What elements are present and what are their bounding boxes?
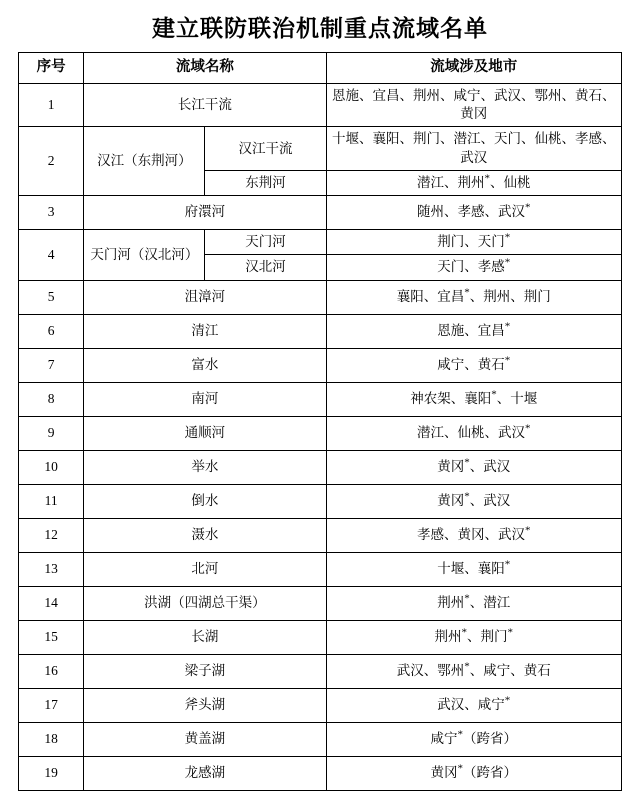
row-basin-name: 洪湖（四湖总干渠） [84,586,326,620]
table-row [19,348,622,382]
row-index: 9 [19,416,84,450]
table-row [19,484,622,518]
row-basin-sub-name: 天门河 [205,230,326,255]
table-row [19,756,622,790]
row-cities: 神农架、襄阳*、十堰 [326,382,621,416]
row-basin-sub-name: 汉江干流 [205,127,326,170]
row-cities: 荆门、天门* [326,230,621,255]
row-cities: 咸宁*（跨省） [326,722,621,756]
footnote-star: * [504,694,511,707]
footnote-star: * [464,490,470,503]
row-basin-name: 龙感湖 [84,756,326,790]
row-basin-name: 梁子湖 [84,654,326,688]
row-index: 10 [19,450,84,484]
table-body [19,84,622,791]
row-basin-name: 汉江（东荆河） [84,127,205,196]
basin-listing-table [18,52,622,791]
page-title: 建立联防联治机制重点流域名单 [152,16,488,41]
table-row [19,586,622,620]
row-basin-name: 斧头湖 [84,688,326,722]
row-basin-name: 南河 [84,382,326,416]
row-basin-name: 举水 [84,450,326,484]
row-cities: 黄冈*、武汉 [326,450,621,484]
table-row [19,382,622,416]
row-index: 15 [19,620,84,654]
table-row [19,722,622,756]
row-index: 7 [19,348,84,382]
footnote-star: * [525,201,531,214]
row-index: 17 [19,688,84,722]
footnote-star: * [461,626,468,639]
footnote-star: * [507,626,514,639]
row-basin-name: 天门河（汉北河） [84,230,205,280]
footnote-star: * [525,422,531,435]
row-cities: 潜江、仙桃、武汉* [326,416,621,450]
row-basin-name: 长江干流 [84,84,326,127]
row-cities: 武汉、鄂州*、咸宁、黄石 [326,654,621,688]
table-row [19,196,622,230]
row-basin-name: 府澴河 [84,196,326,230]
table-row [19,280,622,314]
table-row [19,552,622,586]
footnote-star: * [525,524,531,537]
row-basin-name: 黄盖湖 [84,722,326,756]
row-basin-sub-name: 东荆河 [205,170,326,195]
row-index: 12 [19,518,84,552]
table-row [19,127,622,170]
row-basin-name: 北河 [84,552,326,586]
row-basin-name: 长湖 [84,620,326,654]
row-basin-name: 清江 [84,314,326,348]
row-cities: 武汉、咸宁* [326,688,621,722]
row-cities: 随州、孝感、武汉* [326,196,621,230]
column-header-index: 序号 [19,53,84,84]
footnote-star: * [457,762,464,775]
row-index: 11 [19,484,84,518]
row-index: 19 [19,756,84,790]
row-index: 5 [19,280,84,314]
table-header-row [19,53,622,84]
footnote-star: * [504,320,511,333]
row-cities: 黄冈*（跨省） [326,756,621,790]
row-basin-name: 滠水 [84,518,326,552]
table-row [19,314,622,348]
table-row [19,518,622,552]
footnote-star: * [464,456,470,469]
footnote-star: * [504,256,511,269]
row-index: 8 [19,382,84,416]
row-index: 18 [19,722,84,756]
footnote-star: * [504,558,511,571]
footnote-star: * [504,354,511,367]
row-cities: 恩施、宜昌、荆州、咸宁、武汉、鄂州、黄石、黄冈 [326,84,621,127]
table-row [19,654,622,688]
row-cities: 孝感、黄冈、武汉* [326,518,621,552]
row-cities: 咸宁、黄石* [326,348,621,382]
table-header [19,53,622,84]
row-basin-name: 富水 [84,348,326,382]
row-index: 14 [19,586,84,620]
row-index: 2 [19,127,84,196]
footnote-star: * [484,172,491,185]
row-cities: 荆州*、荆门* [326,620,621,654]
row-index: 1 [19,84,84,127]
row-basin-name: 通顺河 [84,416,326,450]
row-basin-name: 沮漳河 [84,280,326,314]
footnote-star: * [457,728,464,741]
row-cities: 十堰、襄阳、荆门、潜江、天门、仙桃、孝感、武汉 [326,127,621,170]
footnote-star: * [464,660,470,673]
column-header-cities: 流域涉及地市 [326,53,621,84]
row-cities: 天门、孝感* [326,255,621,280]
row-index: 13 [19,552,84,586]
row-basin-name: 倒水 [84,484,326,518]
row-basin-sub-name: 汉北河 [205,255,326,280]
row-cities: 恩施、宜昌* [326,314,621,348]
table-row [19,84,622,127]
row-index: 16 [19,654,84,688]
row-cities: 潜江、荆州*、仙桃 [326,170,621,195]
row-cities: 十堰、襄阳* [326,552,621,586]
footnote-star: * [464,286,470,299]
row-index: 6 [19,314,84,348]
row-index: 4 [19,230,84,280]
footnote-star: * [504,231,511,244]
row-index: 3 [19,196,84,230]
footnote-star: * [464,592,470,605]
table-row [19,620,622,654]
row-cities: 襄阳、宜昌*、荆州、荆门 [326,280,621,314]
column-header-basin-name: 流域名称 [84,53,326,84]
table-row [19,450,622,484]
table-row [19,230,622,255]
footnote-star: * [491,388,497,401]
row-cities: 黄冈*、武汉 [326,484,621,518]
table-row [19,416,622,450]
table-row [19,688,622,722]
row-cities: 荆州*、潜江 [326,586,621,620]
